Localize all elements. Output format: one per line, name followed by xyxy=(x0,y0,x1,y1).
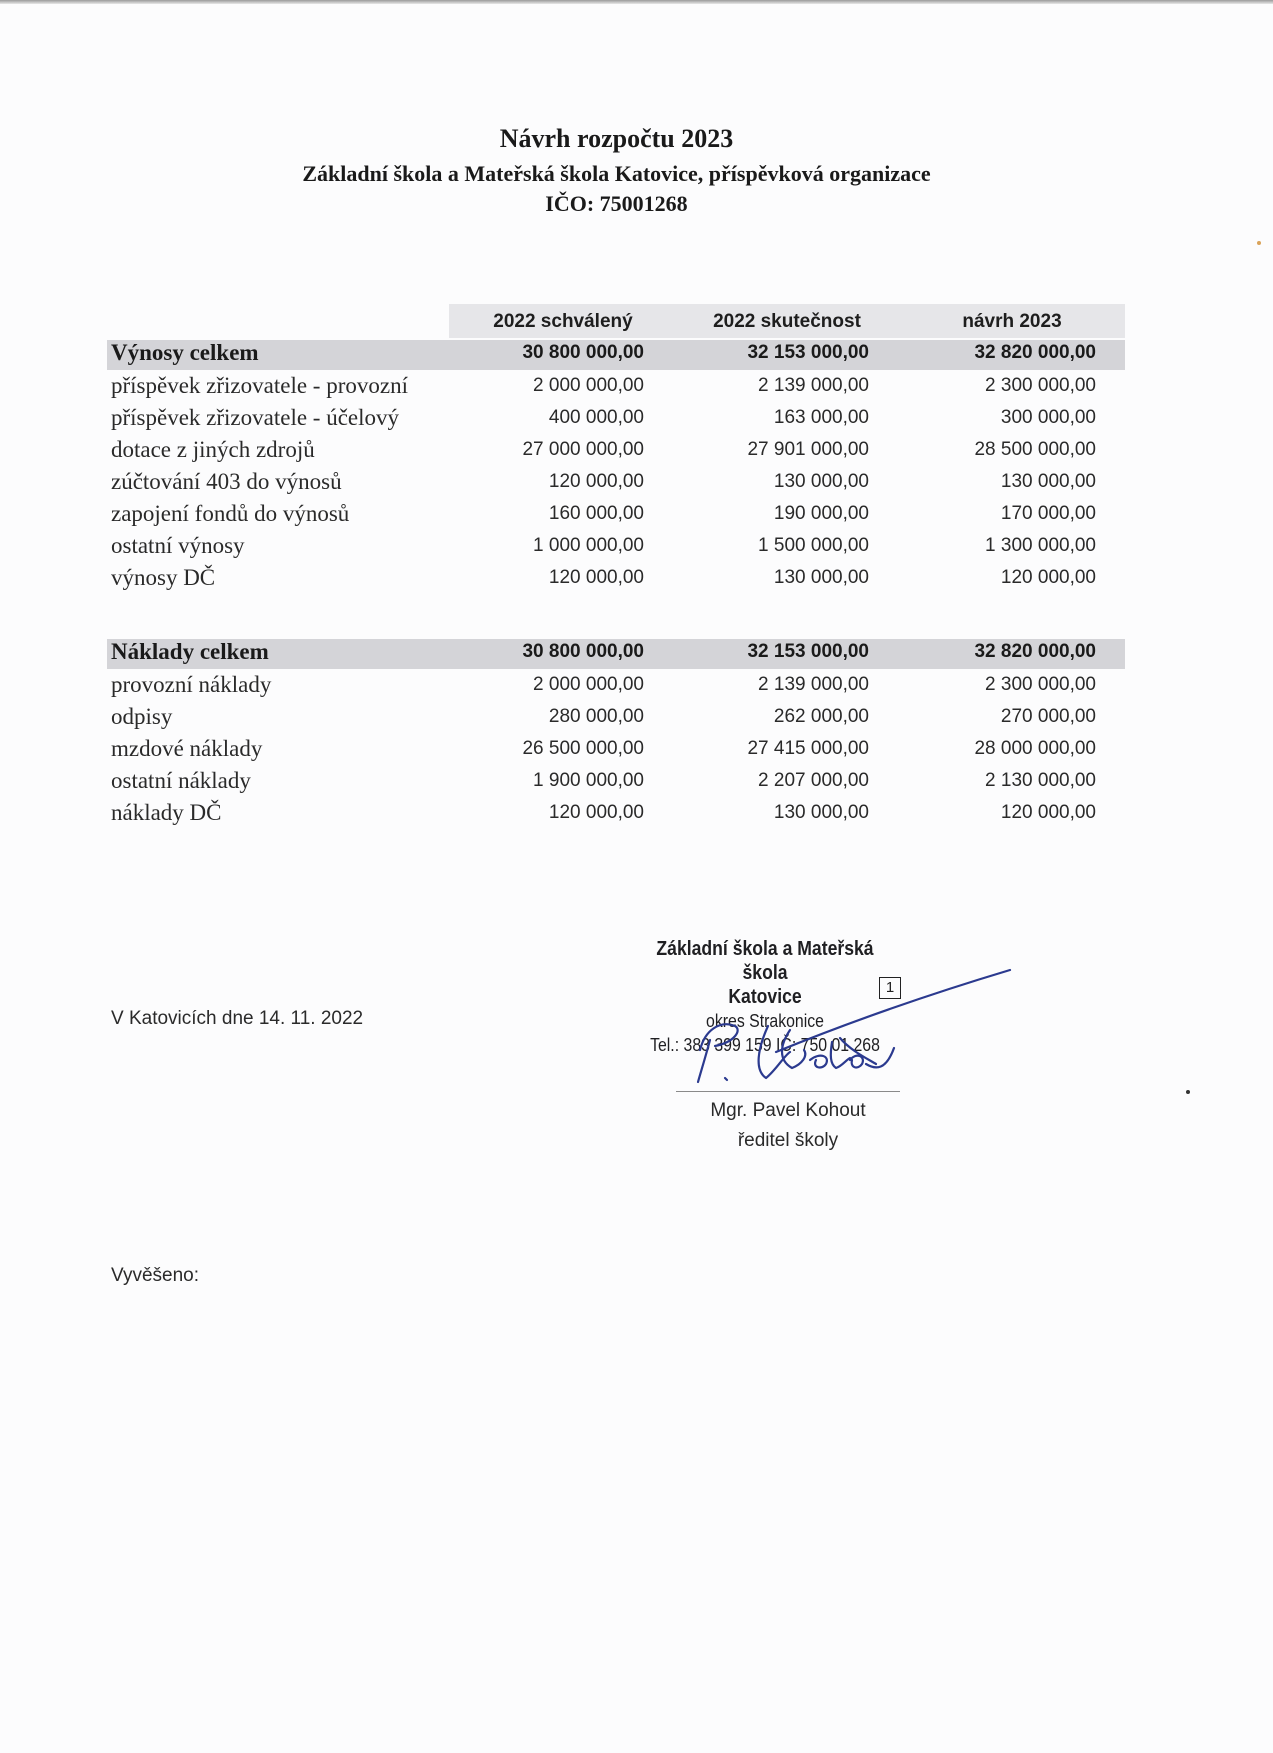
table-row xyxy=(107,736,1125,768)
table-row xyxy=(107,704,1125,736)
row-label: zúčtování 403 do výnosů xyxy=(111,469,342,494)
value-actual: 163 000,00 xyxy=(773,407,869,428)
value-actual: 32 153 000,00 xyxy=(747,342,869,363)
organization-ico: IČO: 75001268 xyxy=(545,191,688,216)
scan-speck xyxy=(1257,241,1261,245)
value-actual: 2 207 000,00 xyxy=(758,770,869,791)
signature-stroke xyxy=(759,1026,790,1078)
value-proposal: 28 000 000,00 xyxy=(974,738,1096,759)
row-label: Výnosy celkem xyxy=(111,340,259,365)
organization-name: Základní škola a Mateřská škola Katovice, příspěvková organizace xyxy=(302,161,931,186)
value-approved: 26 500 000,00 xyxy=(522,738,644,759)
row-label: náklady DČ xyxy=(111,800,222,825)
row-label: odpisy xyxy=(111,704,173,729)
table-row xyxy=(107,768,1125,800)
revenues-total-row xyxy=(107,340,1125,372)
scan-speck xyxy=(1186,1090,1190,1094)
stamp-line-2: Katovice xyxy=(728,986,802,1008)
value-proposal: 270 000,00 xyxy=(1000,706,1096,727)
value-approved: 2 000 000,00 xyxy=(533,674,644,695)
value-proposal: 130 000,00 xyxy=(1000,471,1096,492)
value-actual: 2 139 000,00 xyxy=(758,375,869,396)
signature-line xyxy=(676,1091,900,1092)
value-approved: 400 000,00 xyxy=(548,407,644,428)
scan-edge xyxy=(0,0,1273,4)
value-actual: 1 500 000,00 xyxy=(758,535,869,556)
value-actual: 27 415 000,00 xyxy=(747,738,869,759)
value-proposal: 2 300 000,00 xyxy=(985,375,1096,396)
value-actual: 2 139 000,00 xyxy=(758,674,869,695)
value-actual: 32 153 000,00 xyxy=(747,641,869,662)
value-approved: 120 000,00 xyxy=(548,802,644,823)
value-proposal: 120 000,00 xyxy=(1000,802,1096,823)
value-approved: 1 900 000,00 xyxy=(533,770,644,791)
place-and-date: V Katovicích dne 14. 11. 2022 xyxy=(111,1008,364,1029)
stamp-line-1: Základní škola a Mateřská škola xyxy=(656,938,874,984)
row-label: příspěvek zřizovatele - účelový xyxy=(111,405,400,430)
row-label: provozní náklady xyxy=(111,672,272,697)
column-header-approved: 2022 schválený xyxy=(493,311,633,332)
costs-total-row xyxy=(107,639,1125,671)
value-proposal: 170 000,00 xyxy=(1000,503,1096,524)
column-header-actual: 2022 skutečnost xyxy=(713,311,861,332)
row-label: ostatní výnosy xyxy=(111,533,245,558)
value-actual: 130 000,00 xyxy=(773,802,869,823)
value-proposal: 1 300 000,00 xyxy=(985,535,1096,556)
signatory-block xyxy=(660,1096,916,1156)
table-row xyxy=(107,800,1125,832)
document-title: Návrh rozpočtu 2023 xyxy=(499,124,734,153)
row-label: příspěvek zřizovatele - provozní xyxy=(111,373,408,398)
signature-stroke xyxy=(810,1056,827,1068)
value-actual: 190 000,00 xyxy=(773,503,869,524)
row-label: výnosy DČ xyxy=(111,565,216,590)
row-label: ostatní náklady xyxy=(111,768,251,793)
signatory-role: ředitel školy xyxy=(737,1130,839,1151)
table-row xyxy=(107,405,1125,437)
table-row xyxy=(107,672,1125,704)
value-approved: 120 000,00 xyxy=(548,567,644,588)
row-label: zapojení fondů do výnosů xyxy=(111,501,350,526)
value-actual: 262 000,00 xyxy=(773,706,869,727)
value-proposal: 32 820 000,00 xyxy=(974,641,1096,662)
signature-stroke xyxy=(698,1040,710,1082)
value-approved: 2 000 000,00 xyxy=(533,375,644,396)
value-approved: 160 000,00 xyxy=(548,503,644,524)
value-proposal: 2 300 000,00 xyxy=(985,674,1096,695)
value-proposal: 300 000,00 xyxy=(1000,407,1096,428)
value-actual: 27 901 000,00 xyxy=(747,439,869,460)
value-proposal: 2 130 000,00 xyxy=(985,770,1096,791)
row-label: mzdové náklady xyxy=(111,736,263,761)
row-label: dotace z jiných zdrojů xyxy=(111,437,315,462)
signatory-name: Mgr. Pavel Kohout xyxy=(710,1100,866,1121)
value-proposal: 32 820 000,00 xyxy=(974,342,1096,363)
value-approved: 120 000,00 xyxy=(548,471,644,492)
stamp-number-box: 1 xyxy=(879,977,901,999)
value-proposal: 28 500 000,00 xyxy=(974,439,1096,460)
value-approved: 30 800 000,00 xyxy=(522,641,644,662)
signature-image xyxy=(680,960,1020,1100)
row-label: Náklady celkem xyxy=(111,639,269,664)
signature-stroke xyxy=(866,1048,894,1067)
signature-stroke xyxy=(700,1024,738,1050)
signature-stroke xyxy=(725,1078,727,1080)
value-approved: 1 000 000,00 xyxy=(533,535,644,556)
table-row xyxy=(107,373,1125,405)
value-actual: 130 000,00 xyxy=(773,471,869,492)
posted-label: Vyvěšeno: xyxy=(111,1265,200,1286)
column-header-proposal: návrh 2023 xyxy=(962,311,1062,332)
stamp-line-4: Tel.: 383 399 159 IČ: 750 01 268 xyxy=(650,1035,880,1055)
value-proposal: 120 000,00 xyxy=(1000,567,1096,588)
stamp-line-3: okres Strakonice xyxy=(706,1011,824,1031)
signature-stroke xyxy=(850,1056,863,1068)
value-approved: 27 000 000,00 xyxy=(522,439,644,460)
table-row xyxy=(107,533,1125,565)
value-actual: 130 000,00 xyxy=(773,567,869,588)
table-row xyxy=(107,469,1125,501)
signature-stroke xyxy=(776,970,1010,1052)
table-row xyxy=(107,565,1125,597)
table-row xyxy=(107,501,1125,533)
value-approved: 280 000,00 xyxy=(548,706,644,727)
table-row xyxy=(107,437,1125,469)
value-approved: 30 800 000,00 xyxy=(522,342,644,363)
